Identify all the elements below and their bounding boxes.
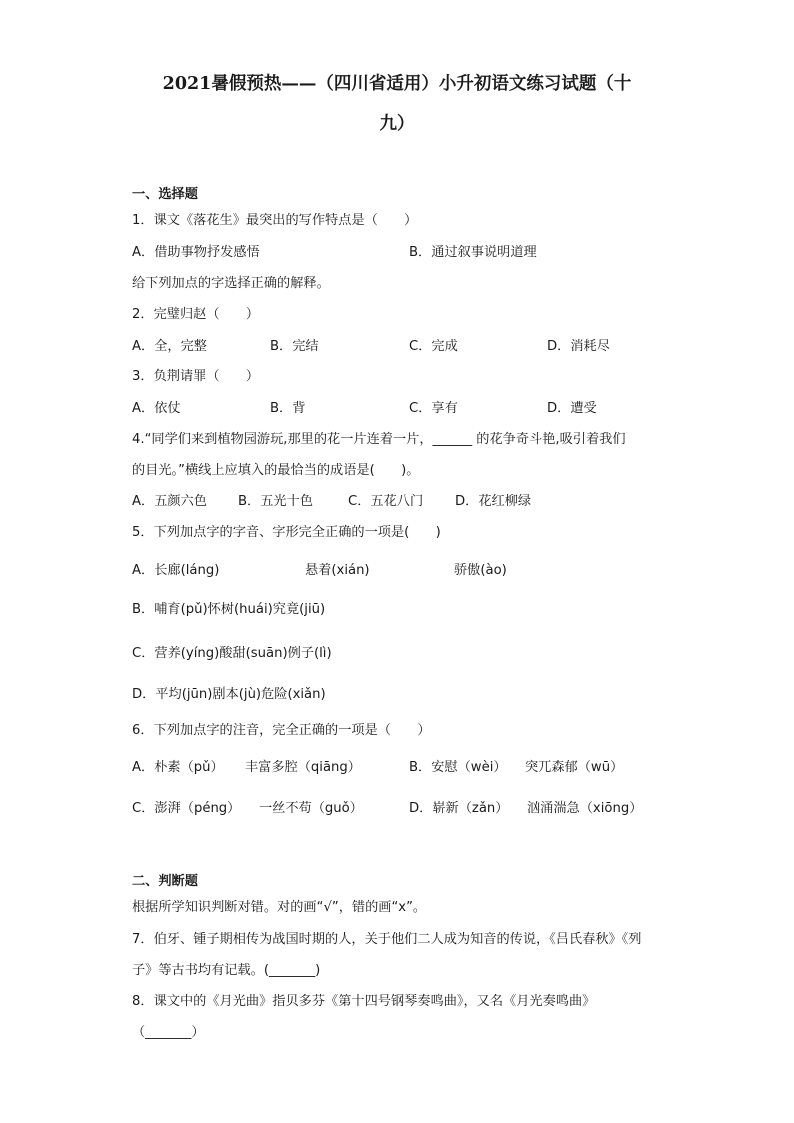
question-5-option-a-word1: A．长廊(láng) [132, 563, 220, 578]
question-5-option-d: D．平均(jūn)剧本(jù)危险(xiǎn) [132, 687, 326, 702]
question-2-option-b: B．完结 [270, 339, 319, 354]
question-7-line1: 7．伯牙、锺子期相传为战国时期的人，关于他们二人成为知音的传说，《吕氏春秋》《列 [132, 932, 642, 947]
question-4-option-d: D．花红柳绿 [455, 494, 532, 509]
page-title-line2: 九） [379, 114, 415, 134]
question-5-option-a-word2: 悬着(xián) [305, 563, 370, 578]
question-1-stem: 1．课文《落花生》最突出的写作特点是（ ） [132, 213, 418, 228]
question-5-option-a-word3: 骄傲(ào) [454, 563, 507, 578]
question-3-option-c: C．享有 [409, 401, 458, 416]
question-4-stem-line2: 的目光。”横线上应填入的最恰当的成语是( )。 [132, 463, 420, 478]
question-7-line2: 子》等古书均有记载。(_______) [132, 963, 321, 978]
question-6-option-d-word1: D．崭新（zǎn） [409, 801, 509, 816]
page-title-line1: 2021暑假预热——（四川省适用）小升初语文练习试题（十 [162, 74, 632, 94]
judgement-instruction: 根据所学知识判断对错。对的画“√”，错的画“x”。 [132, 900, 427, 915]
instruction-dotted-chars: 给下列加点的字选择正确的解释。 [132, 276, 330, 291]
question-5-option-c: C．营养(yíng)酸甜(suān)例子(lì) [132, 646, 332, 661]
question-5-option-b: B．哺育(pǔ)怀树(huái)究竟(jiū) [132, 602, 326, 617]
question-3-stem: 3．负荆请罪（ ） [132, 369, 260, 384]
question-2-stem: 2．完璧归赵（ ） [132, 307, 260, 322]
section-heading-judgement: 二、判断题 [132, 874, 198, 889]
question-4-option-a: A．五颜六色 [132, 494, 207, 509]
question-8-line2: （_______） [132, 1025, 205, 1040]
question-4-stem-line1: 4.“同学们来到植物园游玩,那里的花一片连着一片，______ 的花争奇斗艳,吸引着我们 [132, 432, 626, 447]
question-6-option-c-word1: C．澎湃（péng） [132, 801, 241, 816]
question-8-line1: 8．课文中的《月光曲》指贝多芬《第十四号钢琴奏鸣曲》，又名《月光奏鸣曲》 [132, 994, 596, 1009]
question-6-option-a-word2: 丰富多腔（qiāng） [245, 760, 361, 775]
question-6-option-d-word2: 汹涌湍急（xiōng） [527, 801, 643, 816]
question-6-option-a-word1: A．朴素（pǔ） [132, 760, 224, 775]
question-6-option-b-word2: 突兀森郁（wū） [525, 760, 624, 775]
question-3-option-d: D．遭受 [547, 401, 597, 416]
question-4-option-b: B．五光十色 [238, 494, 313, 509]
question-2-option-a: A．全，完整 [132, 339, 207, 354]
section-heading-choice: 一、选择题 [132, 187, 198, 202]
question-2-option-c: C．完成 [409, 339, 458, 354]
question-5-stem: 5．下列加点字的字音、字形完全正确的一项是( ) [132, 525, 441, 540]
question-4-option-c: C．五花八门 [348, 494, 424, 509]
question-6-option-c-word2: 一丝不苟（guǒ） [259, 801, 363, 816]
question-6-option-b-word1: B．安慰（wèi） [409, 760, 507, 775]
question-1-option-b: B．通过叙事说明道理 [409, 245, 537, 260]
question-2-option-d: D．消耗尽 [547, 339, 610, 354]
question-3-option-a: A．依仗 [132, 401, 181, 416]
question-6-stem: 6．下列加点字的注音，完全正确的一项是（ ） [132, 723, 431, 738]
question-1-option-a: A．借助事物抒发感悟 [132, 245, 260, 260]
question-3-option-b: B．背 [270, 401, 306, 416]
